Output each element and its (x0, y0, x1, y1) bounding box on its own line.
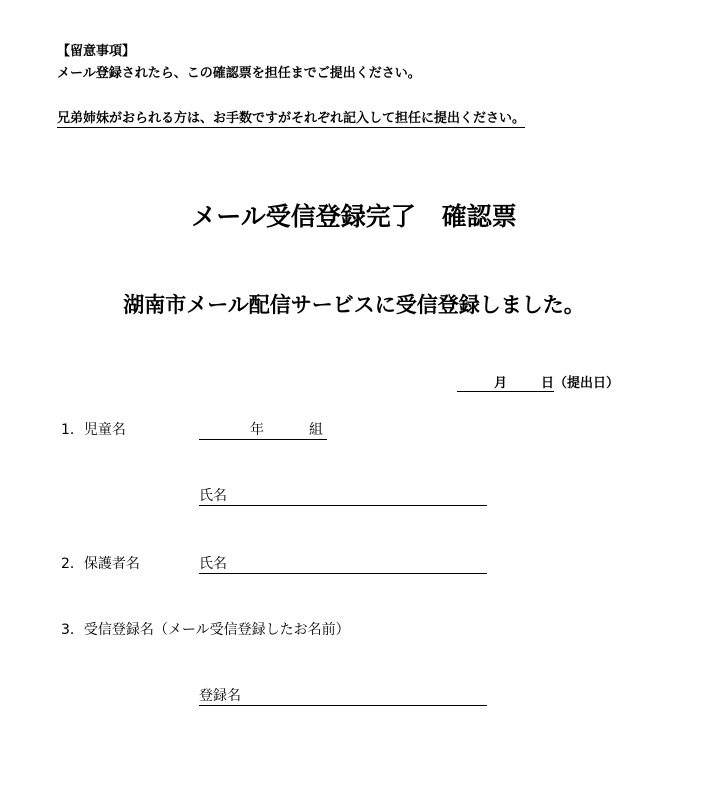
notes-line-submit: メール登録されたら、この確認票を担任までご提出ください。 (57, 66, 421, 81)
document-title (0, 197, 708, 233)
date-note: （提出日） (554, 376, 620, 391)
date-month-blank (457, 372, 507, 392)
notes-heading: 【留意事項】 (57, 44, 136, 59)
class-label: 組 (309, 422, 323, 438)
guardian-name-prefix: 氏名 (199, 556, 227, 572)
submission-date-field (457, 372, 619, 392)
registration-name-label: 3．受信登録名（メール受信登録したお名前） (61, 622, 350, 638)
guardian-name-label: 2．保護者名 (61, 556, 140, 572)
document-title-suffix: 確認票 (441, 202, 517, 231)
child-name-label: 1．児童名 (61, 422, 126, 438)
child-grade-class-blank (199, 419, 327, 440)
notes-line-siblings: 兄弟姉妹がおられる方は、お手数ですがそれぞれ記入して担任に提出ください。 (57, 107, 525, 128)
date-month-label: 月 (493, 376, 507, 391)
date-day-blank (507, 372, 554, 392)
registration-name-prefix: 登録名 (199, 688, 241, 704)
child-name-prefix: 氏名 (199, 488, 227, 504)
document-subtitle: 湖南市メール配信サービスに受信登録しました。 (123, 293, 585, 317)
registration-name-blank (199, 685, 487, 706)
date-day-label: 日 (540, 376, 554, 391)
grade-label: 年 (250, 422, 264, 438)
document-title-main: メール受信登録完了 (191, 202, 416, 231)
guardian-name-blank (199, 553, 487, 574)
child-name-blank (199, 485, 487, 506)
